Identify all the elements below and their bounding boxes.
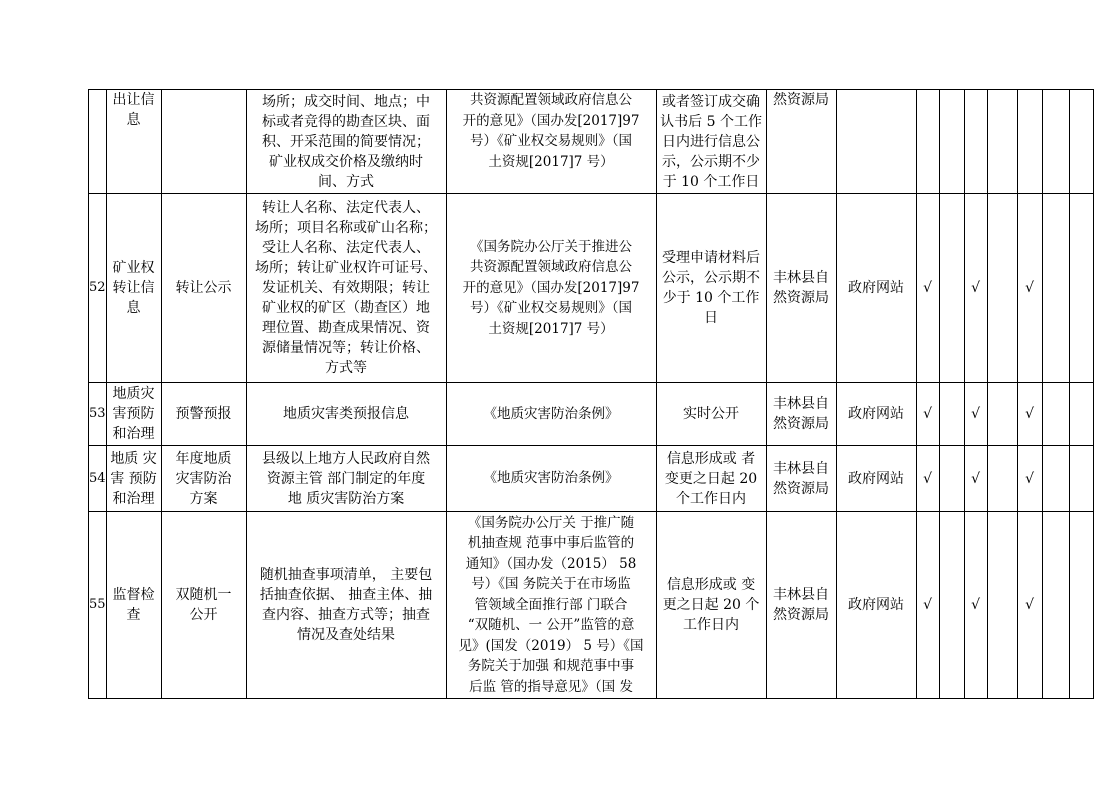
row-number: 52 bbox=[89, 194, 107, 383]
row-number: 54 bbox=[89, 446, 107, 512]
blank-cell bbox=[987, 383, 1017, 446]
category-cell: 地质 灾 害 预防 和治理 bbox=[106, 446, 161, 512]
deadline-cell: 或者签订成交确 认书后 5 个工作 日内进行信息公 示，公示期不少 于 10 个工作日 bbox=[656, 90, 766, 194]
subitem-cell: 年度地质 灾害防治 方案 bbox=[161, 446, 246, 512]
row-number: 53 bbox=[89, 383, 107, 446]
check-cell: √ bbox=[1017, 446, 1042, 512]
blank-cell bbox=[987, 512, 1017, 699]
subject-cell: 丰林县自 然资源局 bbox=[766, 383, 836, 446]
blank-cell bbox=[1069, 512, 1093, 699]
check-cell bbox=[964, 90, 987, 194]
subject-cell: 然资源局 bbox=[766, 90, 836, 194]
blank-cell bbox=[939, 90, 964, 194]
check-cell: √ bbox=[916, 446, 939, 512]
content-cell: 场所；成交时间、地点；中 标或者竞得的勘查区块、面 积、开采范围的简要情况； 矿业权成交价格及缴纳时 间、方式 bbox=[246, 90, 446, 194]
subitem-cell bbox=[161, 90, 246, 194]
check-cell: √ bbox=[916, 194, 939, 383]
basis-cell: 《地质灾害防治条例》 bbox=[446, 383, 656, 446]
content-cell: 地质灾害类预报信息 bbox=[246, 383, 446, 446]
subitem-cell: 转让公示 bbox=[161, 194, 246, 383]
subitem-cell: 预警预报 bbox=[161, 383, 246, 446]
check-cell: √ bbox=[964, 194, 987, 383]
blank-cell bbox=[1042, 383, 1069, 446]
channel-cell: 政府网站 bbox=[836, 383, 916, 446]
check-cell: √ bbox=[916, 512, 939, 699]
blank-cell bbox=[939, 383, 964, 446]
table-row bbox=[89, 90, 1094, 194]
blank-cell bbox=[1069, 446, 1093, 512]
blank-cell bbox=[1069, 90, 1093, 194]
blank-cell bbox=[1069, 194, 1093, 383]
check-cell: √ bbox=[1017, 512, 1042, 699]
category-cell: 出让信 息 bbox=[106, 90, 161, 194]
check-cell: √ bbox=[1017, 194, 1042, 383]
blank-cell bbox=[1042, 194, 1069, 383]
content-cell: 县级以上地方人民政府自然 资源主管 部门制定的年度 地 质灾害防治方案 bbox=[246, 446, 446, 512]
category-cell: 监督检 查 bbox=[106, 512, 161, 699]
blank-cell bbox=[1042, 446, 1069, 512]
deadline-cell: 受理申请材料后 公示，公示期不 少于 10 个工作 日 bbox=[656, 194, 766, 383]
check-cell: √ bbox=[1017, 383, 1042, 446]
table-row bbox=[89, 383, 1094, 446]
basis-cell: 《国务院办公厅关于推进公 共资源配置领域政府信息公 开的意见》（国办发[2017]97 号）《矿业权交易规则》（国 土资规[2017]7 号） bbox=[446, 194, 656, 383]
channel-cell: 政府网站 bbox=[836, 446, 916, 512]
check-cell: √ bbox=[964, 446, 987, 512]
channel-cell bbox=[836, 90, 916, 194]
blank-cell bbox=[1042, 90, 1069, 194]
check-cell: √ bbox=[964, 383, 987, 446]
check-cell: √ bbox=[916, 383, 939, 446]
basis-cell: 共资源配置领域政府信息公 开的意见》（国办发[2017]97 号）《矿业权交易规则》（国 土资规[2017]7 号） bbox=[446, 90, 656, 194]
table-row bbox=[89, 194, 1094, 383]
subject-cell: 丰林县自 然资源局 bbox=[766, 194, 836, 383]
category-cell: 地质灾 害预防 和治理 bbox=[106, 383, 161, 446]
blank-cell bbox=[1042, 512, 1069, 699]
basis-cell: 《地质灾害防治条例》 bbox=[446, 446, 656, 512]
subitem-cell: 双随机一 公开 bbox=[161, 512, 246, 699]
blank-cell bbox=[939, 512, 964, 699]
blank-cell bbox=[987, 90, 1017, 194]
deadline-cell: 信息形成或 者 变更之日起 20 个工作日内 bbox=[656, 446, 766, 512]
deadline-cell: 信息形成或 变 更之日起 20 个 工作日内 bbox=[656, 512, 766, 699]
row-number bbox=[89, 90, 107, 194]
category-cell: 矿业权 转让信 息 bbox=[106, 194, 161, 383]
blank-cell bbox=[939, 446, 964, 512]
deadline-cell: 实时公开 bbox=[656, 383, 766, 446]
content-cell: 转让人名称、法定代表人、 场所；项目名称或矿山名称； 受让人名称、法定代表人、 场所；转让矿业权许可证号、 发证机关、有效期限；转让 矿业权的矿区（勘查区）地 理位置、勘查成果情况、资 源储量情况等；转让价格、 方式等 bbox=[246, 194, 446, 383]
basis-cell: 《国务院办公厅关 于推广随 机抽查规 范事中事后监管的 通知》（国办发（2015） 58 号）《国 务院关于在市场监 管领域全面推行部 门联合 “双随机、一 公开”监管的意 见》(国发（2019） 5 号）《国 务院关于加强 和规范事中事 后监 管的指导意见》（国 发 bbox=[446, 512, 656, 699]
channel-cell: 政府网站 bbox=[836, 512, 916, 699]
table-row bbox=[89, 446, 1094, 512]
disclosure-table bbox=[88, 89, 1094, 699]
subject-cell: 丰林县自 然资源局 bbox=[766, 446, 836, 512]
blank-cell bbox=[939, 194, 964, 383]
table-row bbox=[89, 512, 1094, 699]
channel-cell: 政府网站 bbox=[836, 194, 916, 383]
blank-cell bbox=[987, 194, 1017, 383]
blank-cell bbox=[1069, 383, 1093, 446]
content-cell: 随机抽查事项清单， 主要包 括抽查依据、 抽查主体、抽 查内容、抽查方式等；抽查 情况及查处结果 bbox=[246, 512, 446, 699]
check-cell bbox=[916, 90, 939, 194]
blank-cell bbox=[987, 446, 1017, 512]
check-cell: √ bbox=[964, 512, 987, 699]
subject-cell: 丰林县自 然资源局 bbox=[766, 512, 836, 699]
row-number: 55 bbox=[89, 512, 107, 699]
check-cell bbox=[1017, 90, 1042, 194]
